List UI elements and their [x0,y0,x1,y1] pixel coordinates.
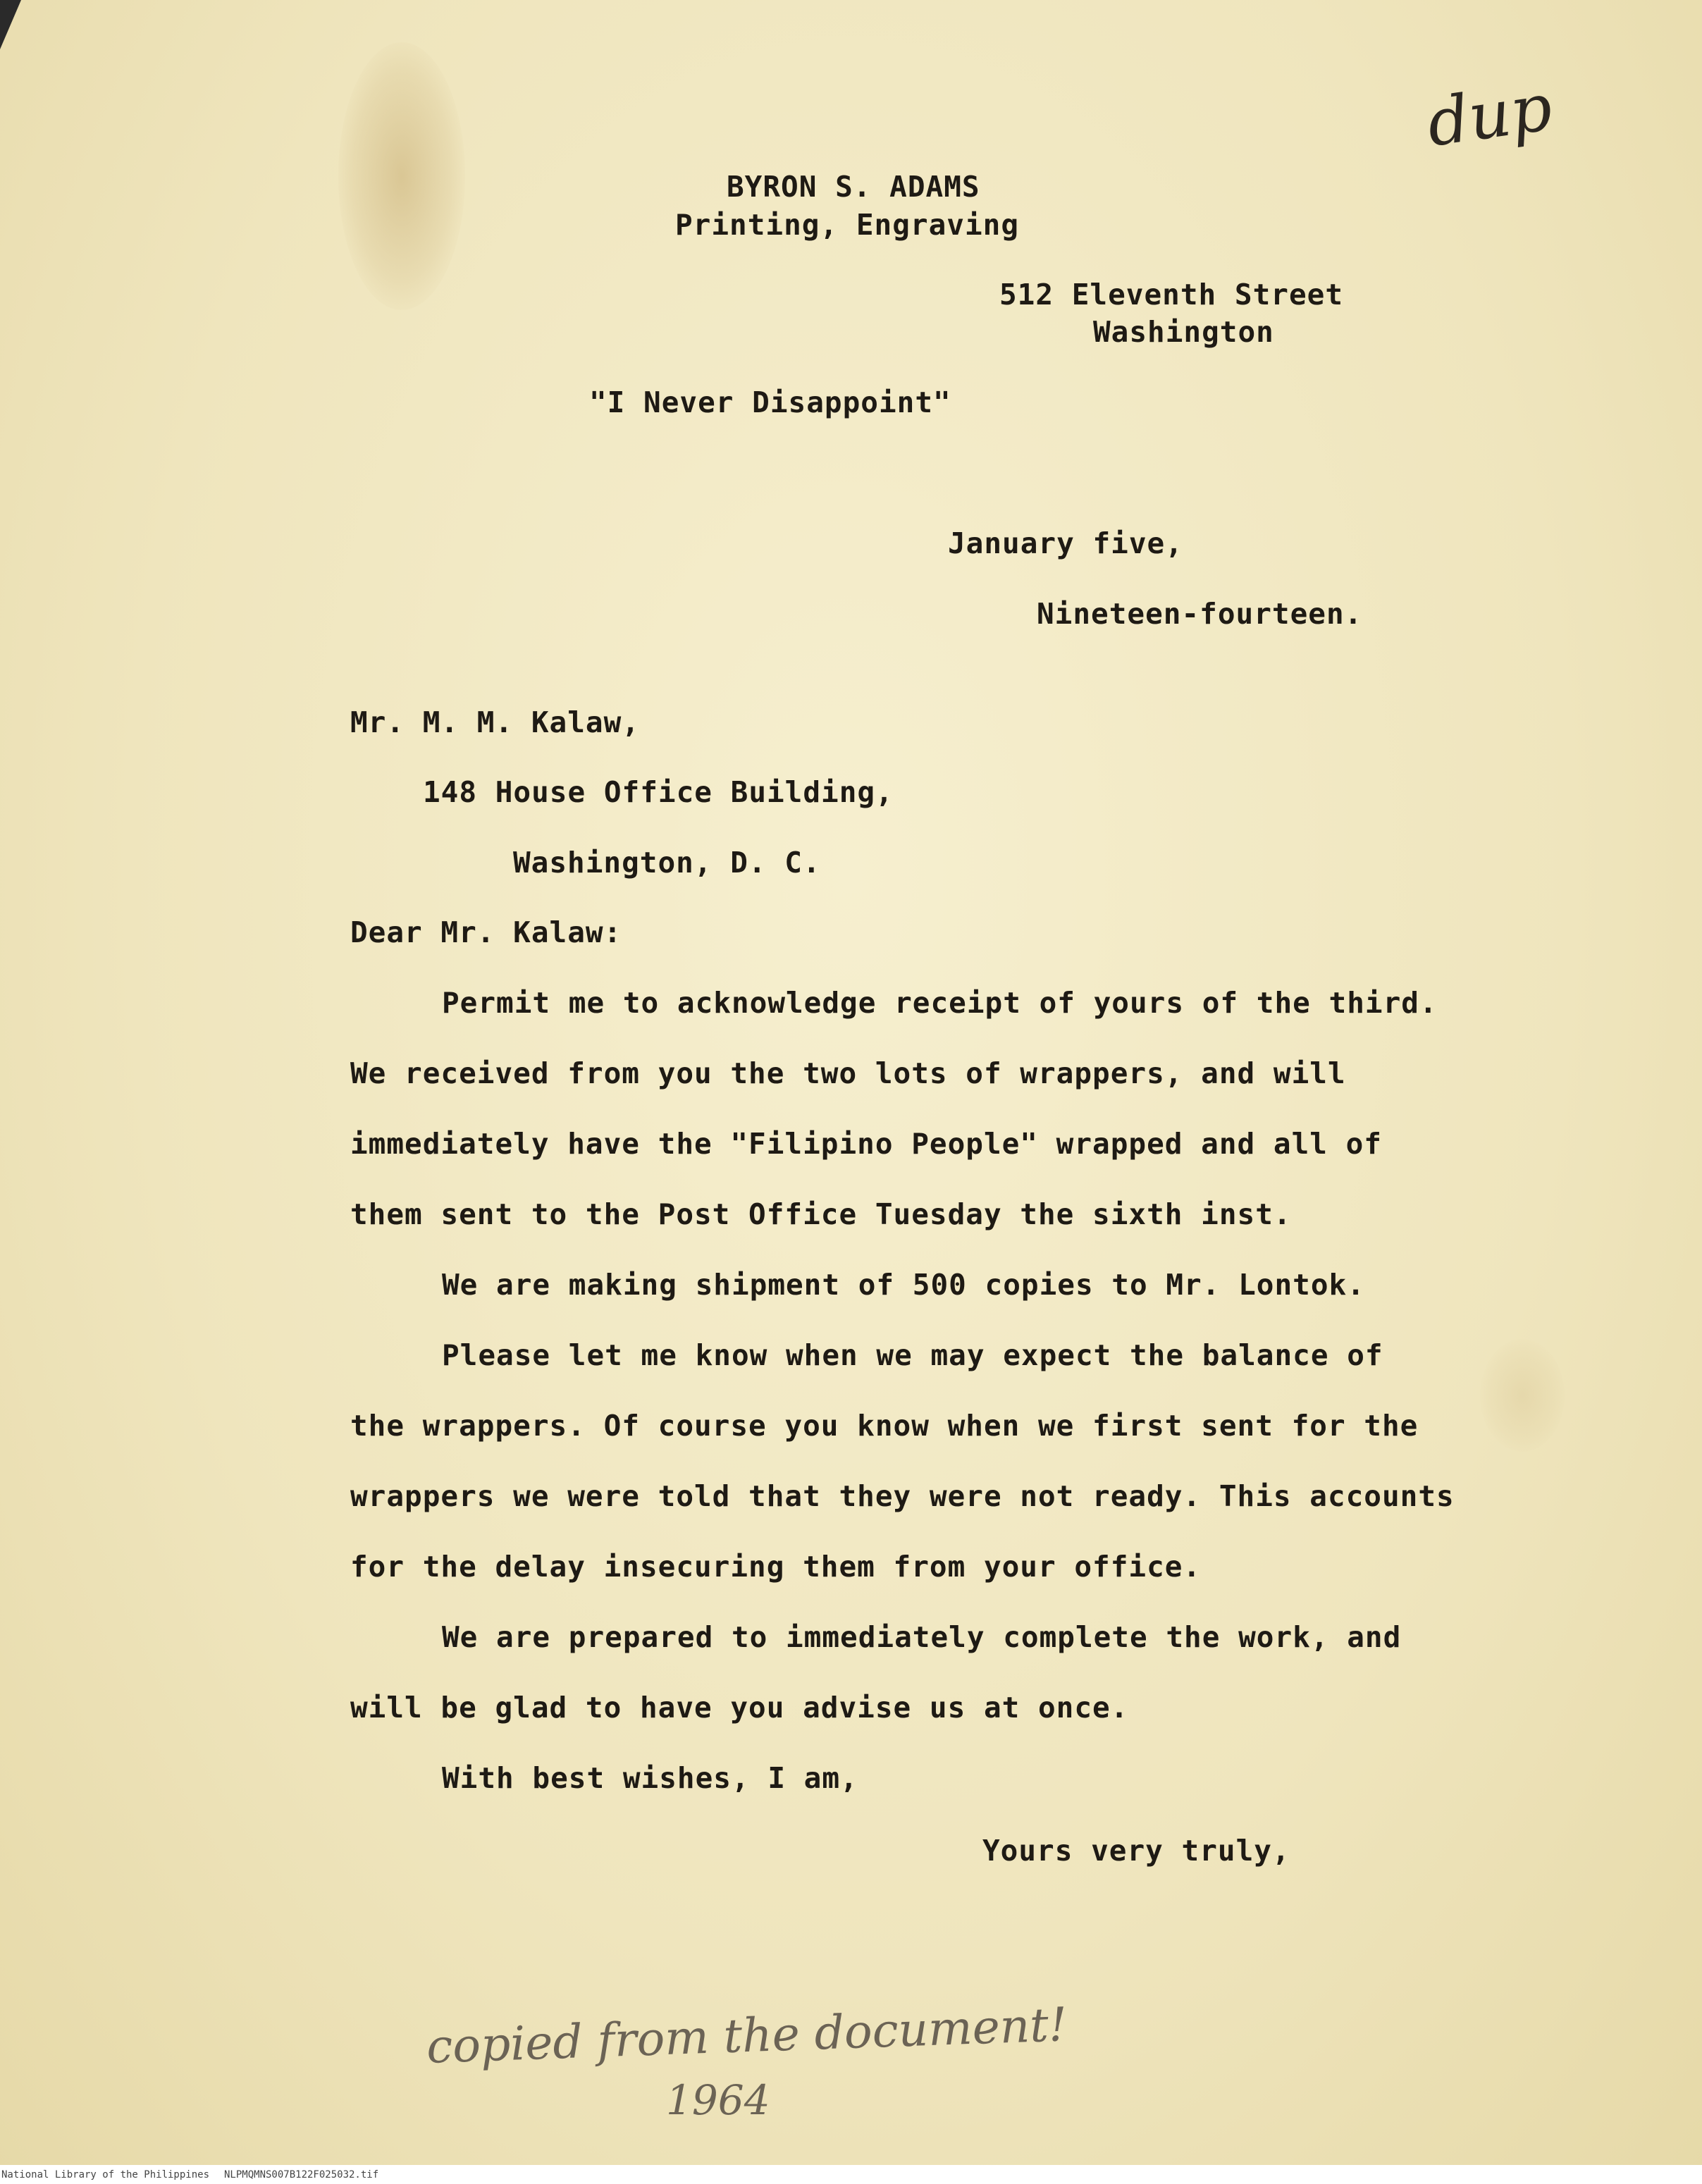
body-line: for the delay insecuring them from your office. [350,1550,1202,1584]
handwritten-copy-note: copied from the document! [425,1997,1068,2074]
letterhead-city: Washington [1093,315,1274,349]
recipient-address-1: 148 House Office Building, [423,775,894,809]
body-line: wrappers we were told that they were not ready. This accounts [350,1479,1455,1513]
scan-footer [0,2165,1702,2184]
water-stain [338,42,465,310]
body-line: immediately have the "Filipino People" wrapped and all of [350,1127,1382,1161]
date-line-2: Nineteen-fourteen. [1037,597,1363,631]
letterhead-street: 512 Eleventh Street [999,278,1343,311]
torn-corner-mark [0,0,28,63]
letterhead-trade: Printing, Engraving [675,208,1019,242]
body-line: Please let me know when we may expect the balance of [442,1338,1383,1372]
footer-library-label: National Library of the Philippines [1,2169,210,2180]
water-stain [1480,1339,1565,1452]
letterhead-motto: "I Never Disappoint" [589,385,951,419]
body-line: We received from you the two lots of wrappers, and will [350,1056,1346,1090]
body-line: them sent to the Post Office Tuesday the sixth inst. [350,1197,1292,1231]
recipient-name: Mr. M. M. Kalaw, [350,705,640,739]
date-line-1: January five, [948,526,1183,560]
handwritten-dup-note: dup [1422,69,1557,161]
footer-file-label: NLPMQMNS007B122F025032.tif [224,2169,379,2180]
closing: Yours very truly, [982,1834,1290,1868]
letterhead-name: BYRON S. ADAMS [727,170,980,204]
body-line: will be glad to have you advise us at once. [350,1691,1129,1725]
salutation: Dear Mr. Kalaw: [350,915,622,949]
recipient-address-2: Washington, D. C. [513,846,821,880]
body-line: the wrappers. Of course you know when we first sent for the [350,1409,1419,1443]
body-line: We are prepared to immediately complete the work, and [442,1620,1402,1654]
body-line: We are making shipment of 500 copies to Mr. Lontok. [442,1268,1365,1302]
body-line: Permit me to acknowledge receipt of yours of the third. [442,986,1438,1020]
body-line: With best wishes, I am, [442,1761,858,1795]
handwritten-year: 1964 [666,2076,770,2124]
